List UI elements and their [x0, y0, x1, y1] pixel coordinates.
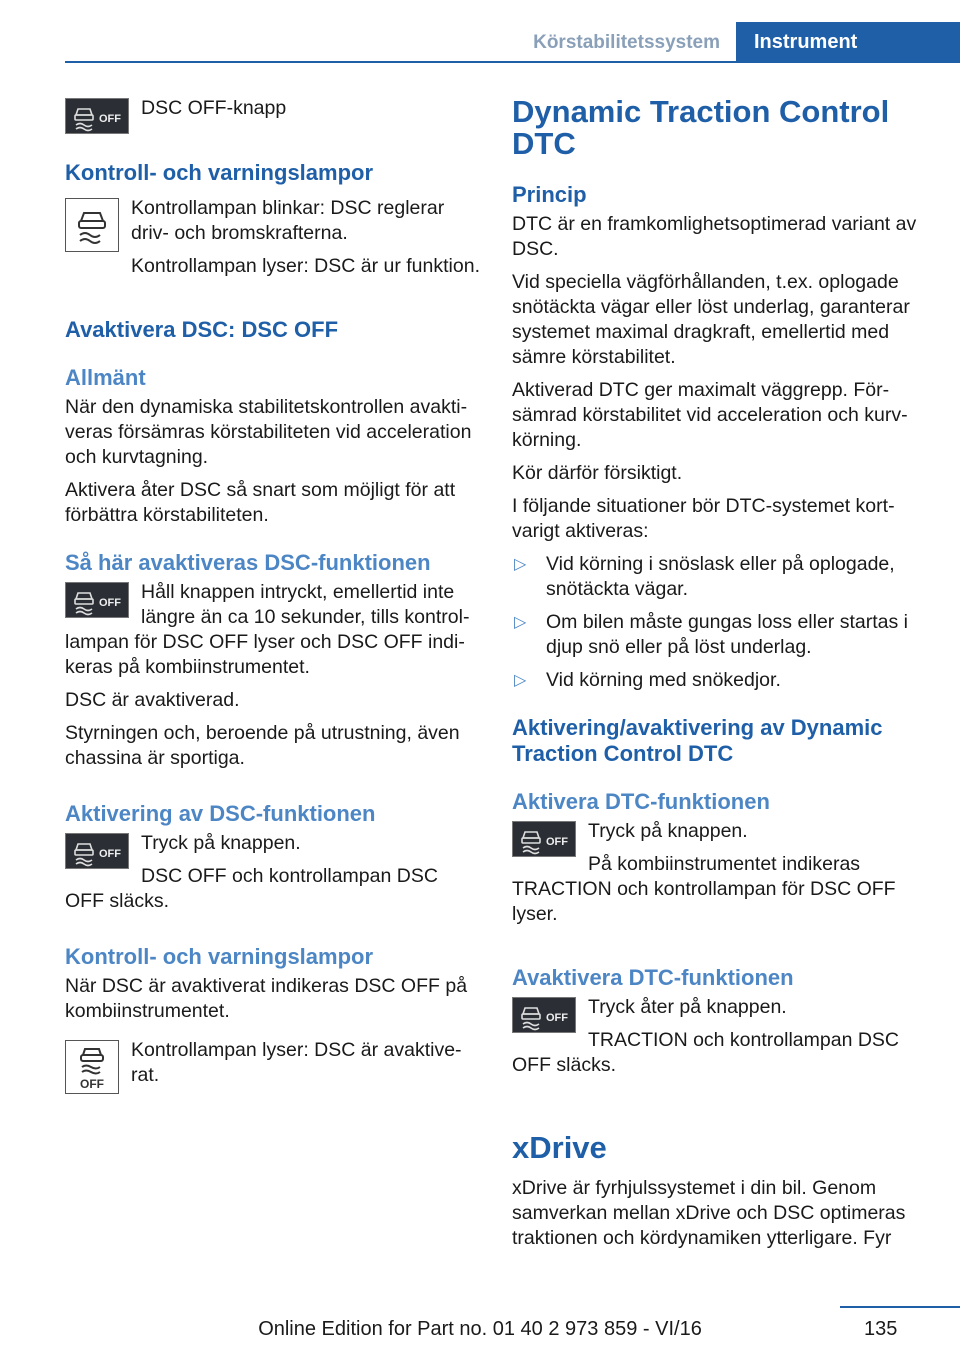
page-number: 135	[864, 1318, 898, 1340]
heading-lamps-1: Kontroll- och varningslampor	[65, 160, 374, 185]
heading-lamps-2: Kontroll- och varningslampor	[65, 944, 374, 969]
list-item: ▷ Vid körning med snökedjor.	[514, 669, 781, 691]
principle-text-4: Kör därför försiktigt.	[512, 462, 683, 484]
header-rule	[65, 61, 960, 63]
how-text-3: Styrningen och, beroende på utrustning, även chassina är sportiga.	[65, 722, 460, 769]
xdrive-text-1: xDrive är fyrhjulssystemet i din bil. Genom samverkan mellan xDrive och DSC optimeras traktionen och kördynamiken ytterligare. Fyr	[512, 1177, 906, 1249]
right-column	[512, 96, 928, 1259]
deactivate-dtc-text-2: TRACTION och kontrollampan DSC OFF släcks.	[512, 1029, 900, 1076]
general-text-2: Aktivera åter DSC så snart som möjligt för att förbättra körstabiliteten.	[65, 479, 456, 526]
how-row	[65, 580, 481, 688]
dsc-off-button-label: DSC OFF-knapp	[141, 97, 287, 119]
list-item: ▷ Vid körning i snöslask eller på oplogade, snötäckta vägar.	[514, 553, 895, 600]
how-text-1: Håll knappen intryckt, emellertid inte längre än ca 10 sekunder, tills kontrollampan för DSC OFF lyser och DSC OFF indikeras på kombiinstrumentet.	[65, 581, 470, 678]
heading-activate-dsc: Aktivering av DSC-funktionen	[65, 801, 376, 826]
lamp-row-1	[65, 196, 481, 287]
dsc-off-button-icon	[65, 98, 129, 134]
svg-text:OFF: OFF	[546, 1012, 568, 1024]
heading-dtc: Dynamic Traction Control DTC	[512, 94, 890, 161]
svg-text:OFF: OFF	[99, 848, 121, 860]
lamp-row-2	[65, 1038, 481, 1098]
heading-xdrive: xDrive	[512, 1130, 607, 1165]
lamp1-text-1: Kontrollampan blinkar: DSC reglerar driv- och bromskrafterna.	[131, 197, 445, 244]
heading-general: Allmänt	[65, 365, 146, 390]
heading-principle: Princip	[512, 182, 587, 207]
heading-activation-deactivation: Aktivering/avaktivering av Dynamic Traction Control DTC	[512, 715, 883, 766]
principle-text-5: I följande situationer bör DTC-systemet kortvarigt aktiveras:	[512, 495, 895, 542]
chapter-tab: Instrument	[736, 22, 960, 62]
activate-text-2: DSC OFF och kontrollampan DSC OFF släcks.	[65, 865, 438, 912]
left-column	[65, 96, 481, 1098]
situation-list	[512, 552, 928, 693]
triangle-bullet-icon: ▷	[514, 556, 527, 573]
dsc-off-lamp-icon	[65, 1040, 119, 1094]
dsc-off-button-row	[65, 96, 481, 138]
heading-deactivate-dsc: Avaktivera DSC: DSC OFF	[65, 317, 339, 342]
principle-text-3: Aktiverad DTC ger maximalt väggrepp. Försämrad körstabilitet vid acceleration och kurvkörning.	[512, 379, 908, 451]
svg-text:OFF: OFF	[80, 1077, 104, 1091]
edition-note: Online Edition for Part no. 01 40 2 973 859 - VI/16	[258, 1318, 702, 1340]
footer-rule	[840, 1306, 960, 1308]
activate-text-1: Tryck på knappen.	[141, 832, 301, 854]
dsc-lamp-icon	[65, 198, 119, 252]
heading-deactivate-dtc: Avaktivera DTC-funktionen	[512, 965, 794, 990]
general-text-1: När den dynamiska stabilitetskontrollen avaktiveras försämras körstabiliteten vid acceleration och kurvtagning.	[65, 396, 472, 468]
deactivate-dtc-text-1: Tryck åter på knappen.	[588, 996, 787, 1018]
principle-text-2: Vid speciella vägförhållanden, t.ex. oplogade snötäckta vägar eller löst underlag, garanterar systemet maximal dragkraft, emellertid med sämre körstabilitet.	[512, 271, 910, 368]
heading-how-to-deactivate: Så här avaktiveras DSC-funktionen	[65, 550, 431, 575]
dsc-off-button-icon	[65, 582, 129, 618]
activate-row	[65, 831, 481, 922]
deactivate-dtc-row	[512, 995, 928, 1086]
svg-text:OFF: OFF	[99, 597, 121, 609]
dsc-off-button-icon	[65, 833, 129, 869]
svg-text:OFF: OFF	[546, 836, 568, 848]
lamps2-text-1: När DSC är avaktiverat indikeras DSC OFF på kombiinstrumentet.	[65, 975, 468, 1022]
svg-text:OFF: OFF	[99, 113, 121, 125]
activate-dtc-row	[512, 819, 928, 935]
section-title: Körstabilitetssystem	[533, 32, 720, 53]
dsc-off-button-icon	[512, 821, 576, 857]
lamps2-text-2: Kontrollampan lyser: DSC är avaktiverat.	[131, 1039, 462, 1086]
page-header	[65, 0, 960, 62]
how-text-2: DSC är avaktiverad.	[65, 689, 240, 711]
activate-dtc-text-2: På kombiinstrumentet indikeras TRACTION och kontrollampan för DSC OFF lyser.	[512, 853, 896, 925]
activate-dtc-text-1: Tryck på knappen.	[588, 820, 748, 842]
heading-activate-dtc: Aktivera DTC-funktionen	[512, 789, 770, 814]
dsc-off-button-icon	[512, 997, 576, 1033]
triangle-bullet-icon: ▷	[514, 672, 527, 689]
list-item: ▷ Om bilen måste gungas loss eller startas i djup snö eller på löst underlag.	[514, 611, 908, 658]
triangle-bullet-icon: ▷	[514, 614, 527, 631]
principle-text-1: DTC är en framkomlighetsoptimerad variant av DSC.	[512, 213, 917, 260]
lamp1-text-2: Kontrollampan lyser: DSC är ur funktion.	[131, 255, 480, 277]
